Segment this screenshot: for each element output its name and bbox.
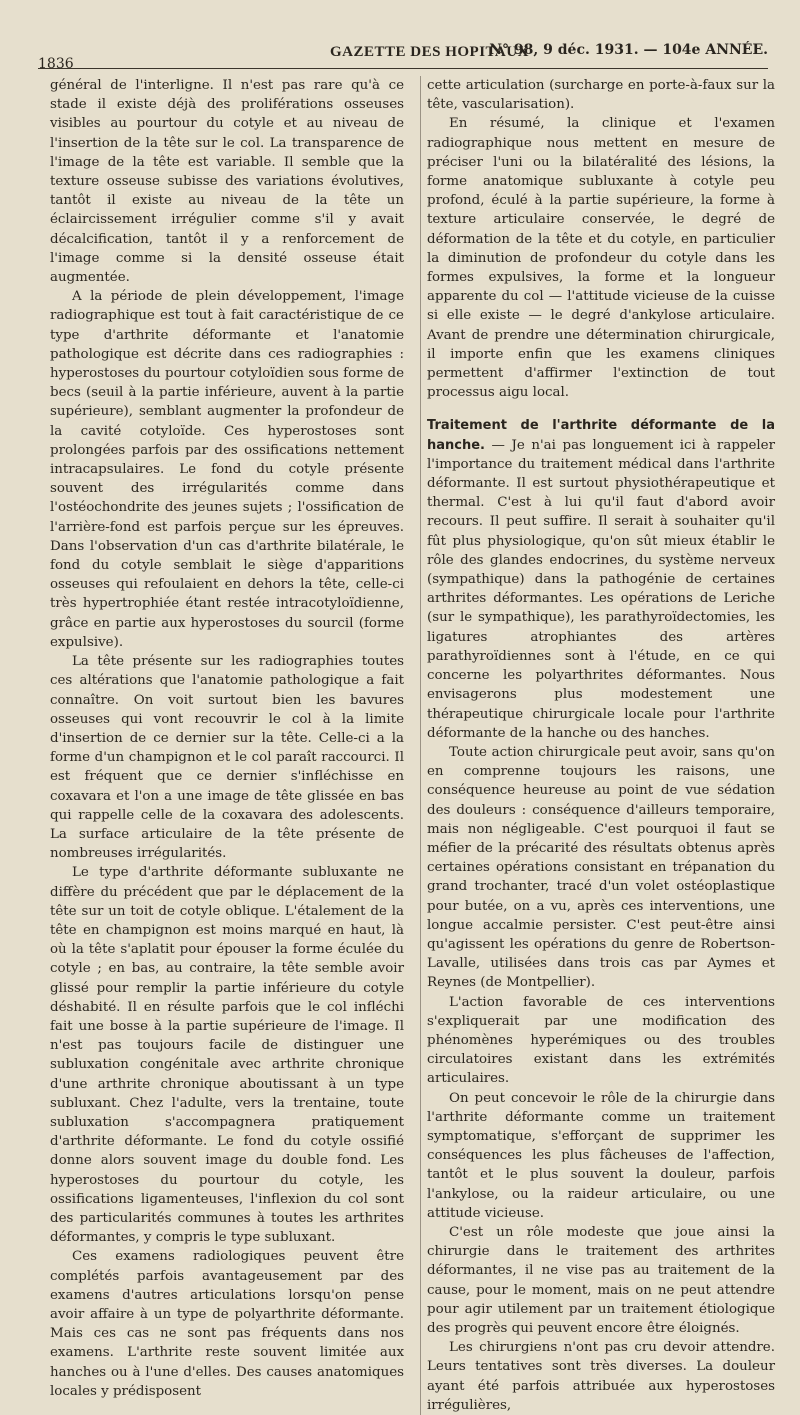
paragraph: cette articulation (surcharge en porte-à-faux sur la tête, vascularisation).	[427, 78, 775, 113]
issue-info: N° 98, 9 déc. 1931. — 104e ANNÉE.	[489, 42, 768, 58]
section-text: — Je n'ai pas longuement ici à rappeler l'importance du traitement médical dans l'arthrite déformante. Il est surtout physiothérapeutique et thermal. C'est à lui qu'il faut d'abord avoir recours. Il peut suffire. Il serait à souhaiter qu'il fût plus physiologique, qu'on sût mieux établir le rôle des glandes endocrines, du système nerveux (sympathique) dans la pathogénie de certaines arthrites déformantes. Les opérations de Leriche (sur le sympathique), les parathyroïdectomies, les ligatures atrophiantes des artères parathyroïdiennes sont à l'étude, en ce qui concerne les polyarthrites déformantes. Nous envisagerons plus modestement une thérapeutique chirurgicale locale pour l'arthrite déformante de la hanche ou des hanches.	[427, 437, 775, 741]
paragraph: On peut concevoir le rôle de la chirurgie dans l'arthrite déformante comme un traitement symptomatique, s'efforçant de supprimer les conséquences les plus fâcheuses de l'affection, tantôt et le plus souvent la douleur, parfois l'ankylose, ou la raideur articulaire, ou une attitude vicieuse.	[427, 1090, 775, 1221]
paragraph: A la période de plein développement, l'image radiographique est tout à fait caractéristique de ce type d'arthrite déformante et l'anatomie pathologique est décrite dans ces radiographies : hyperostoses du pourtour cotyloïdien sous forme de becs (seuil à la partie inférieure, auvent à la partie supérieure), semblant augmenter la profondeur de la cavité cotyloïde. Ces hyperostoses sont prolongées parfois par des ossifications nettement intracapsulaires. Le fond du cotyle présente souvent des irrégularités comme dans l'ostéochondrite des jeunes sujets ; l'ossification de l'arrière-fond est parfois perçue sur les épreuves. Dans l'observation d'un cas d'arthrite bilatérale, le fond du cotyle semblait le siège d'apparitions osseuses qui refoulaient en dehors la tête, celle-ci très hypertrophiée étant restée intracotyloïdienne, grâce en partie aux hyperostoses du sourcil (forme expulsive).	[50, 289, 404, 650]
section-paragraph	[427, 416, 775, 742]
paragraph: L'action favorable de ces interventions s'expliquerait par une modification des phénomènes hyperémiques ou des troubles circulatoires existant dans les extrémités articulaires.	[427, 994, 775, 1087]
paragraph: Toute action chirurgicale peut avoir, sans qu'on en comprenne toujours les raisons, une conséquence heureuse au point de vue sédation des douleurs : conséquence d'ailleurs temporaire, mais non négligeable. C'est pourquoi il faut se méfier de la précarité des résultats obtenus après certaines opérations consistant en trépanation du grand trochanter, tracé d'un volet ostéoplastique pour butée, on a vu, après ces interventions, une longue accalmie persister. C'est peut-être ainsi qu'agissent les opérations du genre de Robertson-Lavalle, utilisées dans trois cas par Aymes et Reynes (de Montpellier).	[427, 744, 775, 991]
paragraph: Le type d'arthrite déformante subluxante ne diffère du précédent que par le déplacement de la tête sur un toit de cotyle oblique. L'étalement de la tête en champignon est moins marqué en haut, là où la tête s'aplatit pour épouser la forme éculée du cotyle ; en bas, au contraire, la tête semble avoir glissé pour remplir la partie inférieure du cotyle déshabité. Il en résulte parfois que le col infléchi fait une bosse à la partie supérieure de l'image. Il n'est pas toujours facile de distinguer une subluxation congénitale avec arthrite chronique d'une arthrite chronique aboutissant à un type subluxant. Chez l'adulte, vers la trentaine, toute subluxation s'accompagnera pratiquement d'arthrite déformante. Le fond du cotyle ossifié donne alors souvent image du double fond. Les hyperostoses du pourtour du cotyle, les ossifications ligamenteuses, l'inflexion du col sont des particularités communes à toutes les arthrites déformantes, y compris le type subluxant.	[50, 865, 404, 1246]
journal-title: GAZETTE DES HOPITAUX	[330, 44, 529, 60]
left-column	[50, 76, 404, 1401]
paragraph: général de l'interligne. Il n'est pas rare qu'à ce stade il existe déjà des proliférations osseuses visibles au pourtour du cotyle et au niveau de l'insertion de la tête sur le col. La transparence de l'image de la tête est variable. Il semble que la texture osseuse subisse des variations évolutives, tantôt il existe au niveau de la tête un éclaircissement irrégulier comme s'il y avait décalcification, tantôt il y a renforcement de l'image comme si la densité osseuse était augmentée.	[50, 78, 404, 286]
section-title: Traitement de l'arthrite déformante de la hanche.	[427, 418, 775, 453]
paragraph: Ces examens radiologiques peuvent être complétés parfois avantageusement par des examens d'autres articulations lorsqu'on pense avoir affaire à un type de polyarthrite déformante. Mais ces cas ne sont pas fréquents dans nos examens. L'arthrite reste souvent limitée aux hanches ou à l'une d'elles. Des causes anatomiques locales y prédisposent	[50, 1249, 404, 1399]
right-column	[420, 76, 775, 1415]
page-header	[38, 40, 768, 72]
paragraph: En résumé, la clinique et l'examen radiographique nous mettent en mesure de préciser l'uni ou la bilatéralité des lésions, la forme anatomique subluxante à cotyle peu profond, éculé à la partie supérieure, la forme à texture articulaire conservée, le degré de déformation de la tête et du cotyle, en particulier la diminution de profondeur du cotyle dans les formes expulsives, la forme et la longueur apparente du col — l'attitude vicieuse de la cuisse si elle existe — le degré d'ankylose articulaire. Avant de prendre une détermination chirurgicale, il importe enfin que les examens cliniques permettent d'affirmer l'extinction de tout processus aigu local.	[427, 116, 775, 401]
paragraph: Les chirurgiens n'ont pas cru devoir attendre. Leurs tentatives sont très diverses. La douleur ayant été parfois attribuée aux hyperostoses irrégulières,	[427, 1340, 775, 1413]
paragraph: La tête présente sur les radiographies toutes ces altérations que l'anatomie pathologique a fait connaître. On voit surtout bien les bavures osseuses qui vont recouvrir le col à la limite d'insertion de ce dernier sur la tête. Celle-ci a la forme d'un champignon et le col paraît raccourci. Il est fréquent que ce dernier s'infléchisse en coxavara et l'on a une image de tête glissée en bas qui rappelle celle de la coxavara des adolescents. La surface articulaire de la tête présente de nombreuses irrégularités.	[50, 654, 404, 862]
page-number: 1836	[38, 56, 74, 72]
paragraph: C'est un rôle modeste que joue ainsi la chirurgie dans le traitement des arthrites déformantes, il ne vise pas au traitement de la cause, pour le moment, mais on ne peut attendre pour agir utilement par un traitement étiologique des progrès qui peuvent encore être éloignés.	[427, 1224, 775, 1336]
